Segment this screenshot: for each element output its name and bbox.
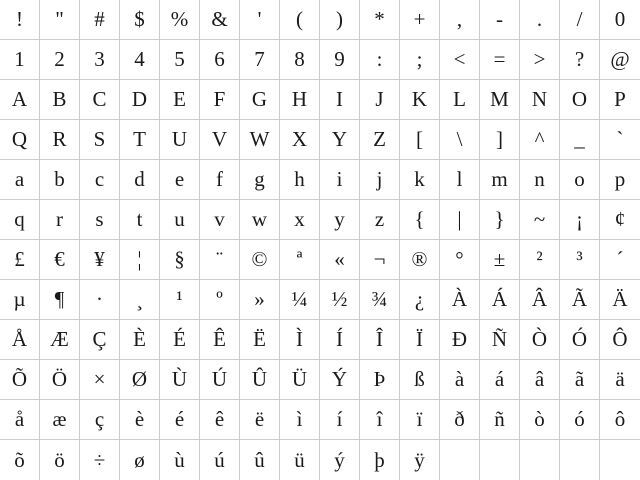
glyph-cell: ¹: [160, 280, 200, 320]
glyph-cell: C: [80, 80, 120, 120]
glyph-cell: Q: [0, 120, 40, 160]
glyph-cell: º: [200, 280, 240, 320]
glyph-cell: è: [120, 400, 160, 440]
glyph-cell: û: [240, 440, 280, 480]
glyph-cell: ð: [440, 400, 480, 440]
glyph-cell: ª: [280, 240, 320, 280]
glyph-cell: Ý: [320, 360, 360, 400]
glyph-cell: U: [160, 120, 200, 160]
glyph-cell: ,: [440, 0, 480, 40]
glyph-cell: ú: [200, 440, 240, 480]
glyph-cell: ¼: [280, 280, 320, 320]
glyph-cell: (: [280, 0, 320, 40]
glyph-cell: Á: [480, 280, 520, 320]
glyph-cell: ³: [560, 240, 600, 280]
glyph-cell: Ô: [600, 320, 640, 360]
glyph-cell: Ó: [560, 320, 600, 360]
glyph-cell: Ë: [240, 320, 280, 360]
glyph-cell: ¥: [80, 240, 120, 280]
glyph-cell: µ: [0, 280, 40, 320]
glyph-cell: ò: [520, 400, 560, 440]
glyph-cell: À: [440, 280, 480, 320]
glyph-cell: Í: [320, 320, 360, 360]
glyph-cell: ß: [400, 360, 440, 400]
glyph-cell: 7: [240, 40, 280, 80]
glyph-cell: u: [160, 200, 200, 240]
glyph-cell: Â: [520, 280, 560, 320]
glyph-cell: Ø: [120, 360, 160, 400]
glyph-cell: Ï: [400, 320, 440, 360]
glyph-cell: ½: [320, 280, 360, 320]
glyph-cell: ¨: [200, 240, 240, 280]
glyph-cell: ¬: [360, 240, 400, 280]
glyph-cell: Æ: [40, 320, 80, 360]
glyph-cell: p: [600, 160, 640, 200]
glyph-cell: ^: [520, 120, 560, 160]
glyph-cell: ): [320, 0, 360, 40]
glyph-cell: ±: [480, 240, 520, 280]
glyph-cell: E: [160, 80, 200, 120]
glyph-cell: Å: [0, 320, 40, 360]
glyph-cell: ;: [400, 40, 440, 80]
glyph-cell: _: [560, 120, 600, 160]
glyph-cell: P: [600, 80, 640, 120]
glyph-cell: ì: [280, 400, 320, 440]
glyph-cell: Ö: [40, 360, 80, 400]
glyph-cell: [: [400, 120, 440, 160]
glyph-cell: ·: [80, 280, 120, 320]
glyph-cell: Ç: [80, 320, 120, 360]
glyph-cell: 6: [200, 40, 240, 80]
glyph-cell: }: [480, 200, 520, 240]
glyph-cell: É: [160, 320, 200, 360]
glyph-cell: Ú: [200, 360, 240, 400]
glyph-cell: »: [240, 280, 280, 320]
glyph-cell: 3: [80, 40, 120, 80]
glyph-cell: d: [120, 160, 160, 200]
glyph-cell: 1: [0, 40, 40, 80]
glyph-cell: ï: [400, 400, 440, 440]
glyph-cell: Y: [320, 120, 360, 160]
glyph-cell: W: [240, 120, 280, 160]
glyph-cell: S: [80, 120, 120, 160]
glyph-cell: Ì: [280, 320, 320, 360]
glyph-cell: ´: [600, 240, 640, 280]
glyph-cell: í: [320, 400, 360, 440]
glyph-cell: .: [520, 0, 560, 40]
glyph-cell: -: [480, 0, 520, 40]
glyph-cell: €: [40, 240, 80, 280]
glyph-cell-empty: [440, 440, 480, 480]
glyph-cell: ¢: [600, 200, 640, 240]
glyph-cell: R: [40, 120, 80, 160]
glyph-cell: s: [80, 200, 120, 240]
glyph-cell: v: [200, 200, 240, 240]
glyph-cell: Ñ: [480, 320, 520, 360]
glyph-cell: é: [160, 400, 200, 440]
glyph-cell: *: [360, 0, 400, 40]
glyph-cell: È: [120, 320, 160, 360]
glyph-cell: h: [280, 160, 320, 200]
glyph-cell: L: [440, 80, 480, 120]
glyph-cell: ©: [240, 240, 280, 280]
glyph-cell: 4: [120, 40, 160, 80]
glyph-cell: D: [120, 80, 160, 120]
glyph-cell: t: [120, 200, 160, 240]
glyph-cell: B: [40, 80, 80, 120]
glyph-cell: b: [40, 160, 80, 200]
glyph-cell: F: [200, 80, 240, 120]
glyph-cell: §: [160, 240, 200, 280]
glyph-cell: 8: [280, 40, 320, 80]
glyph-cell: Ù: [160, 360, 200, 400]
glyph-cell: K: [400, 80, 440, 120]
glyph-cell: ÿ: [400, 440, 440, 480]
glyph-cell: â: [520, 360, 560, 400]
glyph-cell: >: [520, 40, 560, 80]
glyph-cell: ë: [240, 400, 280, 440]
glyph-cell: ]: [480, 120, 520, 160]
glyph-cell: å: [0, 400, 40, 440]
glyph-cell: H: [280, 80, 320, 120]
glyph-cell: A: [0, 80, 40, 120]
glyph-cell: l: [440, 160, 480, 200]
glyph-cell: n: [520, 160, 560, 200]
glyph-cell: {: [400, 200, 440, 240]
glyph-cell: ö: [40, 440, 80, 480]
glyph-cell: q: [0, 200, 40, 240]
glyph-cell: %: [160, 0, 200, 40]
glyph-cell: z: [360, 200, 400, 240]
glyph-cell: «: [320, 240, 360, 280]
glyph-cell: N: [520, 80, 560, 120]
glyph-cell: Ê: [200, 320, 240, 360]
glyph-cell: ø: [120, 440, 160, 480]
glyph-cell: Û: [240, 360, 280, 400]
glyph-cell-empty: [560, 440, 600, 480]
glyph-cell: I: [320, 80, 360, 120]
glyph-cell: ã: [560, 360, 600, 400]
glyph-cell: T: [120, 120, 160, 160]
glyph-cell: i: [320, 160, 360, 200]
glyph-cell: î: [360, 400, 400, 440]
glyph-cell: /: [560, 0, 600, 40]
glyph-cell: X: [280, 120, 320, 160]
glyph-cell-empty: [480, 440, 520, 480]
glyph-cell: ù: [160, 440, 200, 480]
glyph-cell: <: [440, 40, 480, 80]
glyph-cell: w: [240, 200, 280, 240]
glyph-cell: f: [200, 160, 240, 200]
glyph-cell: Ä: [600, 280, 640, 320]
glyph-cell: ¡: [560, 200, 600, 240]
glyph-cell: ÷: [80, 440, 120, 480]
glyph-cell: ®: [400, 240, 440, 280]
glyph-cell: à: [440, 360, 480, 400]
glyph-cell: þ: [360, 440, 400, 480]
glyph-cell: #: [80, 0, 120, 40]
glyph-cell: ": [40, 0, 80, 40]
glyph-cell: 0: [600, 0, 640, 40]
glyph-cell: !: [0, 0, 40, 40]
glyph-cell: ý: [320, 440, 360, 480]
glyph-cell-empty: [600, 440, 640, 480]
glyph-cell: $: [120, 0, 160, 40]
glyph-cell: æ: [40, 400, 80, 440]
glyph-cell: õ: [0, 440, 40, 480]
glyph-cell: y: [320, 200, 360, 240]
glyph-cell: ä: [600, 360, 640, 400]
glyph-cell: 2: [40, 40, 80, 80]
glyph-cell-empty: [520, 440, 560, 480]
glyph-cell: \: [440, 120, 480, 160]
glyph-cell: a: [0, 160, 40, 200]
glyph-cell: ²: [520, 240, 560, 280]
glyph-cell: ê: [200, 400, 240, 440]
glyph-cell: M: [480, 80, 520, 120]
glyph-cell: O: [560, 80, 600, 120]
glyph-cell: ~: [520, 200, 560, 240]
glyph-cell: `: [600, 120, 640, 160]
glyph-cell: :: [360, 40, 400, 80]
glyph-cell: ¾: [360, 280, 400, 320]
glyph-cell: ?: [560, 40, 600, 80]
glyph-cell: ô: [600, 400, 640, 440]
glyph-cell: ¸: [120, 280, 160, 320]
glyph-cell: Z: [360, 120, 400, 160]
glyph-cell: r: [40, 200, 80, 240]
glyph-cell: Ã: [560, 280, 600, 320]
glyph-cell: ¿: [400, 280, 440, 320]
glyph-cell: ó: [560, 400, 600, 440]
glyph-cell: G: [240, 80, 280, 120]
glyph-cell: |: [440, 200, 480, 240]
glyph-cell: k: [400, 160, 440, 200]
glyph-cell: m: [480, 160, 520, 200]
glyph-cell: 5: [160, 40, 200, 80]
glyph-cell: o: [560, 160, 600, 200]
glyph-cell: °: [440, 240, 480, 280]
glyph-cell: g: [240, 160, 280, 200]
glyph-cell: £: [0, 240, 40, 280]
glyph-cell: ñ: [480, 400, 520, 440]
glyph-cell: =: [480, 40, 520, 80]
glyph-cell: ç: [80, 400, 120, 440]
glyph-cell: á: [480, 360, 520, 400]
glyph-cell: Î: [360, 320, 400, 360]
glyph-cell: ×: [80, 360, 120, 400]
glyph-cell: +: [400, 0, 440, 40]
glyph-cell: ¶: [40, 280, 80, 320]
glyph-cell: Õ: [0, 360, 40, 400]
glyph-cell: V: [200, 120, 240, 160]
glyph-cell: Þ: [360, 360, 400, 400]
glyph-cell: Ü: [280, 360, 320, 400]
glyph-cell: 9: [320, 40, 360, 80]
glyph-cell: ¦: [120, 240, 160, 280]
glyph-cell: Ð: [440, 320, 480, 360]
glyph-cell: e: [160, 160, 200, 200]
glyph-cell: j: [360, 160, 400, 200]
glyph-cell: Ò: [520, 320, 560, 360]
glyph-cell: &: [200, 0, 240, 40]
glyph-cell: @: [600, 40, 640, 80]
glyph-cell: c: [80, 160, 120, 200]
glyph-cell: ü: [280, 440, 320, 480]
glyph-cell: J: [360, 80, 400, 120]
glyph-cell: ': [240, 0, 280, 40]
glyph-cell: x: [280, 200, 320, 240]
